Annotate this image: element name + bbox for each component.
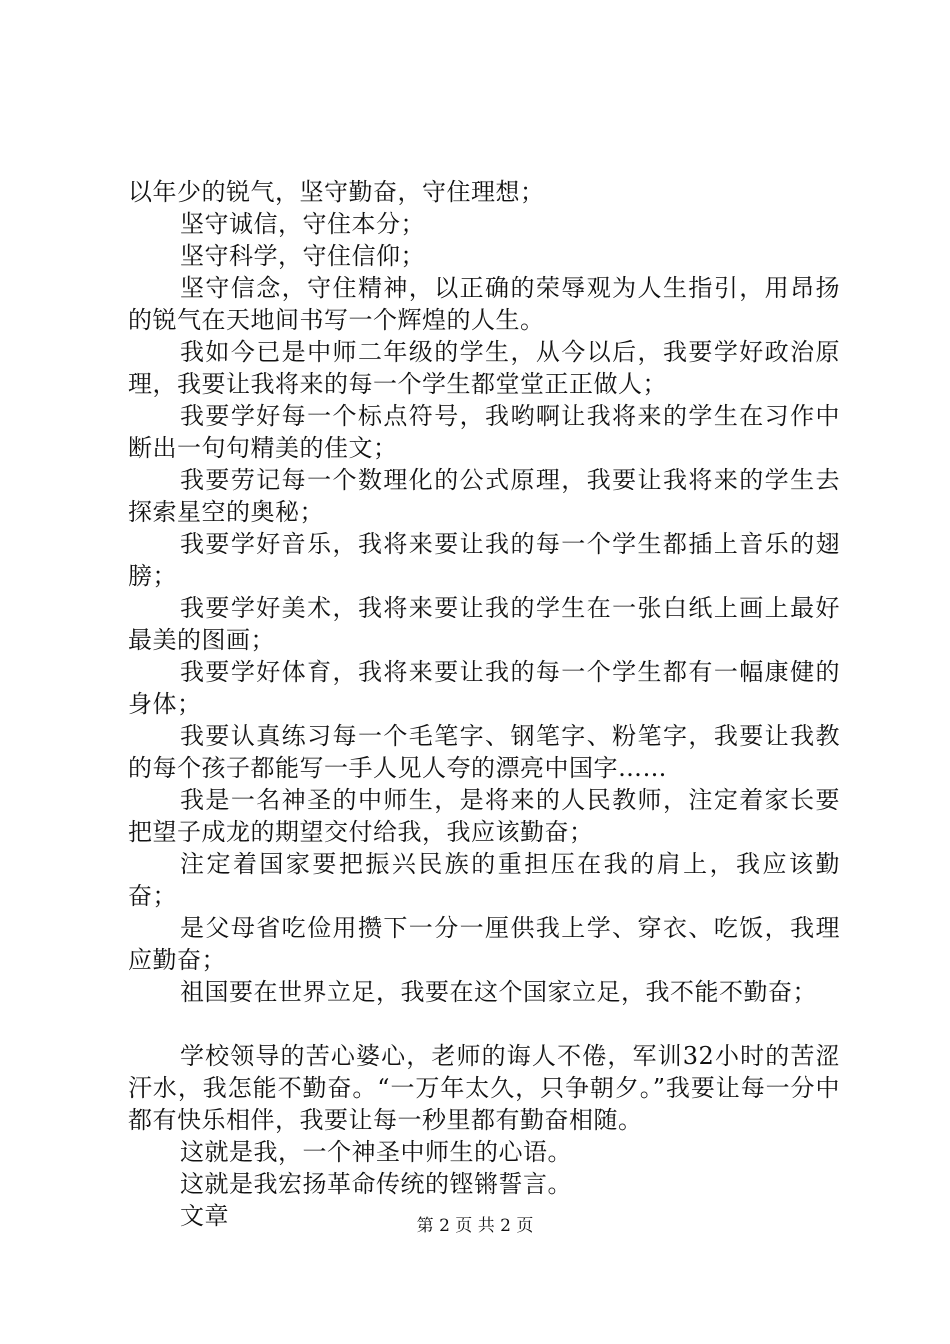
paragraph: 坚守信念，守住精神，以正确的荣辱观为人生指引，用昂扬的锐气在天地间书写一个辉煌的人生。 bbox=[128, 274, 840, 334]
paragraph: 注定着国家要把振兴民族的重担压在我的肩上，我应该勤奋； bbox=[128, 850, 840, 910]
paragraph: 我要学好音乐，我将来要让我的每一个学生都插上音乐的翅膀； bbox=[128, 530, 840, 590]
paragraph: 坚守诚信，守住本分； bbox=[180, 210, 425, 238]
paragraph: 我要劳记每一个数理化的公式原理，我要让我将来的学生去探索星空的奥秘； bbox=[128, 466, 840, 526]
paragraph: 这就是我宏扬革命传统的铿锵誓言。 bbox=[180, 1170, 572, 1198]
paragraph: 学校领导的苦心婆心，老师的诲人不倦，军训32小时的苦涩汗水，我怎能不勤奋。“一万年太久，只争朝夕。”我要让每一分中都有快乐相伴，我要让每一秒里都有勤奋相随。 bbox=[128, 1042, 840, 1134]
paragraph: 这就是我，一个神圣中师生的心语。 bbox=[180, 1138, 572, 1166]
body-text bbox=[128, 176, 840, 1232]
paragraph: 坚守科学，守住信仰； bbox=[180, 242, 425, 270]
paragraph: 祖国要在世界立足，我要在这个国家立足，我不能不勤奋； bbox=[180, 978, 817, 1006]
page-number: 第 2 页 共 2 页 bbox=[416, 1216, 534, 1236]
paragraph: 我要认真练习每一个毛笔字、钢笔字、粉笔字，我要让我教的每个孩子都能写一手人见人夸的漂亮中国字…… bbox=[128, 722, 840, 782]
paragraph: 是父母省吃俭用攒下一分一厘供我上学、穿衣、吃饭，我理应勤奋； bbox=[128, 914, 840, 974]
paragraph: 我是一名神圣的中师生，是将来的人民教师，注定着家长要把望子成龙的期望交付给我，我应该勤奋； bbox=[128, 786, 840, 846]
paragraph: 我要学好体育，我将来要让我的每一个学生都有一幅康健的身体； bbox=[128, 658, 840, 718]
paragraph: 我要学好美术，我将来要让我的学生在一张白纸上画上最好最美的图画； bbox=[128, 594, 840, 654]
blank-line bbox=[128, 1008, 840, 1040]
paragraph: 我如今已是中师二年级的学生，从今以后，我要学好政治原理，我要让我将来的每一个学生都堂堂正正做人； bbox=[128, 338, 840, 398]
paragraph: 我要学好每一个标点符号，我哟啊让我将来的学生在习作中断出一句句精美的佳文； bbox=[128, 402, 840, 462]
paragraph: 以年少的锐气，坚守勤奋，守住理想； bbox=[128, 178, 545, 206]
paragraph: 文章 bbox=[180, 1202, 229, 1230]
page-footer bbox=[0, 1216, 950, 1236]
